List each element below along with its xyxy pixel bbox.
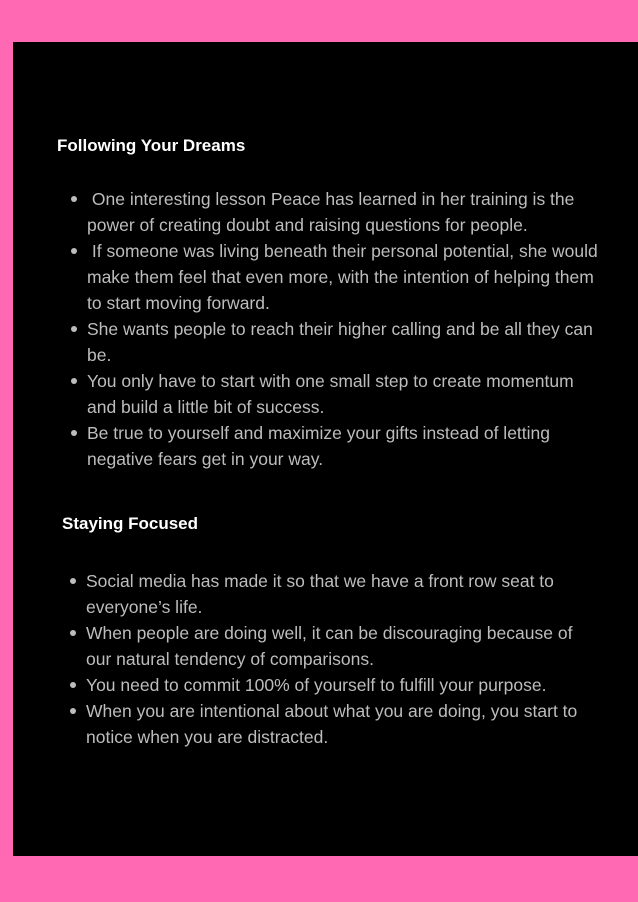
bullet-icon [70, 630, 76, 636]
bullet-icon [71, 378, 77, 384]
list-item-text: She wants people to reach their higher calling and be all they can be. [87, 319, 593, 365]
list-item-text: You only have to start with one small step to create momentum and build a little bit of success. [87, 371, 574, 417]
list-item [69, 186, 599, 238]
list-item [69, 420, 599, 472]
bullet-icon [71, 196, 77, 202]
bullet-icon [70, 682, 76, 688]
bullet-icon [71, 248, 77, 254]
list-item [68, 620, 598, 672]
section-heading-following-your-dreams: Following Your Dreams [57, 136, 246, 155]
list-item [68, 568, 598, 620]
bullet-icon [70, 708, 76, 714]
bullet-list-staying-focused [68, 568, 598, 750]
list-item-text: If someone was living beneath their personal potential, she would make them feel that even more, with the intention of helping them to start moving forward. [87, 241, 603, 313]
bullet-list-following-your-dreams [69, 186, 603, 472]
list-item-text: One interesting lesson Peace has learned in her training is the power of creating doubt and raising questions for people. [87, 189, 580, 235]
list-item [69, 368, 599, 420]
list-item-text: Social media has made it so that we have a front row seat to everyone’s life. [86, 571, 554, 617]
document-page [13, 42, 638, 856]
list-item-text: When people are doing well, it can be discouraging because of our natural tendency of comparisons. [86, 623, 573, 669]
bullet-icon [70, 578, 76, 584]
list-item [68, 672, 598, 698]
list-item-text: When you are intentional about what you are doing, you start to notice when you are distracted. [86, 701, 578, 747]
bullet-icon [71, 326, 77, 332]
list-item-text: You need to commit 100% of yourself to fulfill your purpose. [86, 675, 547, 695]
section-heading-staying-focused: Staying Focused [62, 514, 199, 533]
list-item [69, 238, 603, 316]
bullet-icon [71, 430, 77, 436]
list-item [69, 316, 599, 368]
list-item [68, 698, 598, 750]
list-item-text: Be true to yourself and maximize your gifts instead of letting negative fears get in your way. [87, 423, 551, 469]
